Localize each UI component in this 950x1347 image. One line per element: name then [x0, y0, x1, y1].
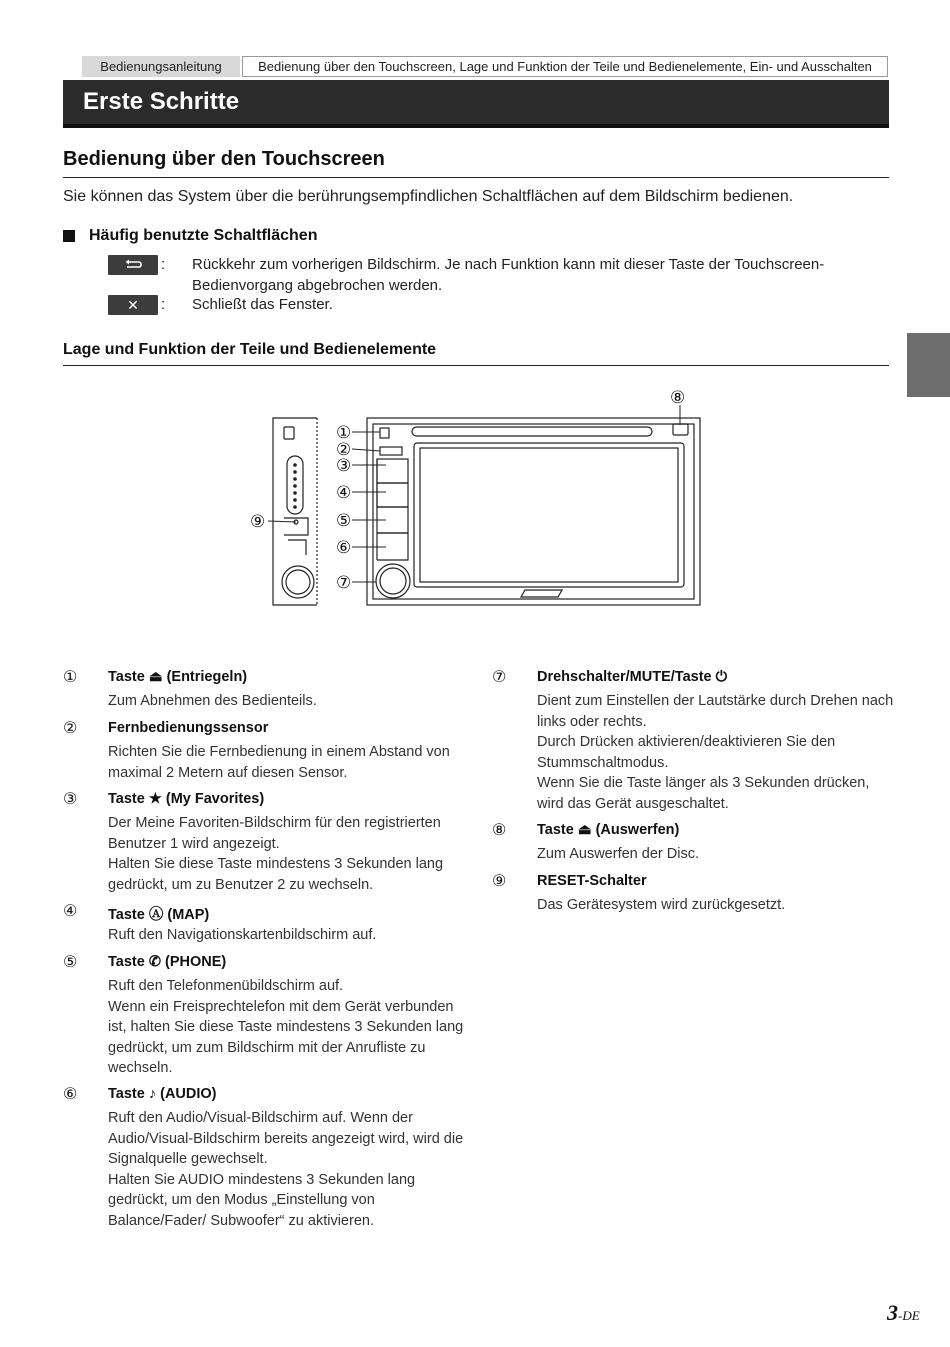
- item-title: [108, 1086, 217, 1102]
- button-description-return: Rückkehr zum vorherigen Bildschirm. Je nach Funktion kann mit dieser Taste der Touchscreen-Bedienvorgang abgebrochen werden.: [192, 256, 825, 294]
- side-view: [273, 418, 317, 605]
- header-tab-manual: Bedienungsanleitung: [82, 56, 240, 77]
- list-item: [63, 1084, 463, 1234]
- eject-icon: ⏏: [148, 669, 163, 685]
- list-item: [492, 667, 892, 820]
- section-intro: Sie können das System über die berührungsempfindlichen Schaltflächen auf dem Bildschirm bedienen.: [63, 188, 794, 205]
- item-number: ④: [63, 903, 78, 920]
- item-title: [108, 903, 209, 924]
- button-colon: :: [161, 256, 166, 273]
- item-description: Das Gerätesystem wird zurückgesetzt.: [537, 897, 786, 913]
- section-rule: [63, 177, 889, 178]
- item-title: Fernbedienungssensor: [108, 720, 269, 736]
- list-item: [63, 901, 463, 952]
- button-description-close: Schließt das Fenster.: [192, 296, 333, 313]
- item-number: ②: [63, 720, 78, 737]
- list-item: [492, 820, 892, 871]
- item-description: Dient zum Einstellen der Lautstärke durch Drehen nach links oder rechts. Durch Drücken aktivieren/deaktivieren Sie den Stummschaltmodus. Wenn Sie die Taste länger als 3 Sekunden drücken, wird das Gerät ausgeschaltet.: [537, 693, 894, 812]
- callout-2: ②: [336, 440, 352, 459]
- chapter-banner: [63, 80, 889, 128]
- list-item: [63, 718, 463, 789]
- callout-3: ③: [336, 456, 352, 475]
- item-number: ①: [63, 669, 78, 686]
- item-description: Der Meine Favoriten-Bildschirm für den registrierten Benutzer 1 wird angezeigt. Halten Sie diese Taste mindestens 3 Sekunden lang gedrückt, um zu Benutzer 2 zu wechseln.: [108, 815, 444, 893]
- item-title-text: Taste: [108, 907, 145, 923]
- item-number: ⑤: [63, 954, 78, 971]
- close-glyph: ✕: [127, 297, 139, 313]
- button-colon: :: [161, 296, 166, 313]
- items-right-column: [492, 667, 892, 922]
- list-item: [63, 952, 463, 1084]
- bullet-square-icon: [63, 230, 75, 242]
- chapter-title: Erste Schritte: [83, 88, 240, 115]
- item-title-suffix: (MAP): [167, 907, 210, 923]
- item-title-suffix: (My Favorites): [165, 791, 265, 807]
- callout-6: ⑥: [336, 538, 352, 557]
- callout-7: ⑦: [336, 573, 352, 592]
- item-description: Richten Sie die Fernbedienung in einem Abstand von maximal 2 Metern auf diesen Sensor.: [108, 744, 450, 781]
- subsection-title-buttons: Häufig benutzte Schaltflächen: [89, 227, 318, 244]
- eject-icon: ⏏: [577, 822, 592, 838]
- music-note-icon: ♪: [148, 1086, 157, 1102]
- callout-8: ⑧: [670, 388, 686, 407]
- item-number: ⑥: [63, 1086, 78, 1103]
- phone-icon: ✆: [148, 954, 161, 970]
- callout-5: ⑤: [336, 511, 352, 530]
- item-title-text: Taste: [108, 1086, 145, 1102]
- star-icon: ★: [148, 791, 162, 807]
- list-item: [63, 667, 463, 718]
- section-title-parts: Lage und Funktion der Teile und Bedienelemente: [63, 341, 437, 358]
- front-unit: [367, 418, 700, 605]
- callout-labels: [250, 388, 685, 592]
- item-title: [537, 822, 679, 838]
- callout-1: ①: [336, 423, 352, 442]
- item-title: [537, 669, 727, 685]
- list-item: [492, 871, 892, 922]
- item-title: [108, 791, 264, 807]
- callout-9: ⑨: [250, 512, 266, 531]
- close-icon: [108, 295, 158, 315]
- item-number: ③: [63, 791, 78, 808]
- map-icon: Ⓐ: [148, 907, 164, 923]
- item-number: ⑦: [492, 669, 507, 686]
- item-title-text: Taste: [108, 669, 145, 685]
- section-rule: [63, 365, 889, 366]
- item-description: Zum Abnehmen des Bedienteils.: [108, 693, 317, 709]
- item-title-suffix: (Auswerfen): [595, 822, 680, 838]
- item-title: [108, 954, 226, 970]
- item-title-suffix: (AUDIO): [160, 1086, 217, 1102]
- item-title-text: Taste: [537, 822, 574, 838]
- header-tab-topic: Bedienung über den Touchscreen, Lage und Funktion der Teile und Bedienelemente, Ein- und Ausschalten: [242, 56, 888, 77]
- item-title-text: Drehschalter/MUTE/Taste: [537, 669, 712, 685]
- item-description: Zum Auswerfen der Disc.: [537, 846, 699, 862]
- section-title-touchscreen: Bedienung über den Touchscreen: [63, 148, 385, 170]
- callout-leaders: [268, 405, 680, 582]
- return-arrow-icon: [108, 255, 158, 275]
- items-left-column: [63, 667, 463, 1234]
- page-number: [887, 1300, 920, 1326]
- callout-4: ④: [336, 483, 352, 502]
- page-number-value: 3: [887, 1300, 898, 1325]
- side-thumb-tab: [907, 333, 950, 397]
- return-arrow-glyph: [108, 255, 158, 275]
- item-number: ⑧: [492, 822, 507, 839]
- item-description: Ruft den Audio/Visual-Bildschirm auf. Wenn der Audio/Visual-Bildschirm bereits angezeigt wird, wird die Signalquelle gewechselt. Halten Sie AUDIO mindestens 3 Sekunden lang gedrückt, um den Modus „Einstellung von Balance/Fader/ Subwoofer“ zu aktivieren.: [108, 1110, 464, 1229]
- device-diagram: [240, 385, 710, 610]
- item-title: RESET-Schalter: [537, 873, 647, 889]
- item-description: Ruft den Navigationskartenbildschirm auf.: [108, 927, 377, 943]
- list-item: [63, 789, 463, 901]
- item-description: Ruft den Telefonmenübildschirm auf. Wenn ein Freisprechtelefon mit dem Gerät verbunden ist, halten Sie diese Taste mindestens 3 Sekunden lang gedrückt, um zum Bildschirm mit der Anrufliste zu wechseln.: [108, 978, 464, 1076]
- page-language-suffix: -DE: [898, 1308, 920, 1323]
- item-title-text: Taste: [108, 954, 145, 970]
- item-number: ⑨: [492, 873, 507, 890]
- power-icon: ⏻: [715, 669, 728, 685]
- item-title-suffix: (Entriegeln): [166, 669, 248, 685]
- item-title-suffix: (PHONE): [165, 954, 227, 970]
- item-title: [108, 669, 247, 685]
- item-title-text: Taste: [108, 791, 145, 807]
